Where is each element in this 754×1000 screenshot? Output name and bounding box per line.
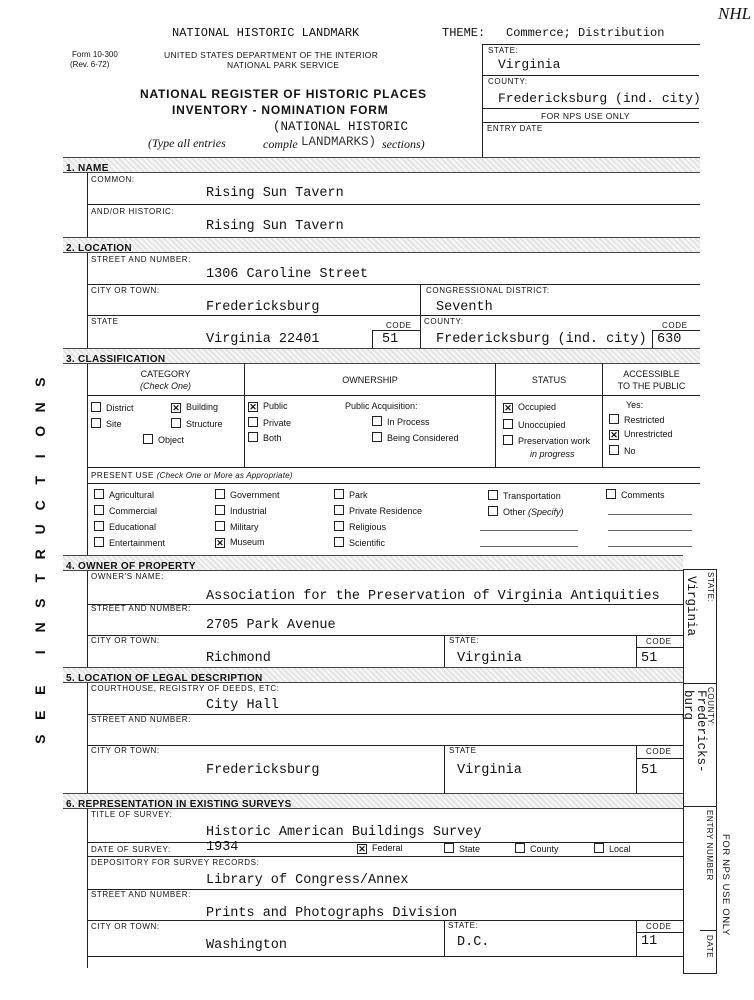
box-entry-date-label: ENTRY DATE — [487, 124, 543, 133]
county-code-label: CODE — [662, 321, 688, 330]
county-label: COUNTY: — [424, 317, 464, 326]
section-2-header: 2. LOCATION — [63, 237, 700, 253]
owner-city-label: CITY OR TOWN: — [91, 636, 160, 645]
congressional-district-label: CONGRESSIONAL DISTRICT: — [426, 286, 550, 295]
status-occupied-option[interactable]: ✕ Occupied — [504, 402, 557, 413]
checkbox[interactable] — [143, 434, 153, 444]
checkbox[interactable] — [248, 417, 258, 427]
see-instructions-letter: U — [31, 524, 48, 535]
status-preservation-option[interactable]: Preservation work — [503, 435, 590, 446]
instruction-right: sections) — [382, 137, 425, 151]
section-4-header: 4. OWNER OF PROPERTY — [63, 555, 683, 571]
street-label: STREET AND NUMBER: — [91, 255, 191, 264]
acquisition-in-process-option[interactable]: In Process — [372, 416, 430, 427]
see-instructions-letter: S — [31, 734, 48, 744]
ownership-private-option[interactable]: Private — [248, 417, 291, 428]
category-building-option[interactable]: ✕ Building — [172, 402, 219, 413]
section-5-header: 5. LOCATION OF LEGAL DESCRIPTION — [63, 667, 683, 683]
checkbox[interactable] — [488, 506, 498, 516]
checkbox[interactable] — [334, 505, 344, 515]
checkbox[interactable] — [215, 521, 225, 531]
use-museum-option[interactable]: ✕ Museum — [216, 537, 265, 548]
see-instructions-letter: E — [31, 685, 48, 695]
owner-street-label: STREET AND NUMBER: — [91, 604, 191, 613]
section-1-header: 1. NAME — [63, 157, 700, 173]
see-instructions-letter: S — [31, 598, 48, 608]
status-in-progress-label: in progress — [530, 449, 575, 459]
checkbox[interactable] — [503, 435, 513, 445]
accessible-yes-label: Yes: — [626, 400, 644, 410]
depository-value: Library of Congress/Annex — [206, 873, 409, 888]
owner-code-value: 51 — [641, 651, 658, 666]
survey-code-value: 11 — [641, 934, 658, 949]
courthouse-value: City Hall — [206, 698, 279, 713]
checkbox-checked[interactable]: ✕ — [504, 403, 512, 413]
see-instructions-letter: I — [31, 649, 48, 654]
category-district-option[interactable]: District — [91, 402, 134, 413]
category-header: CATEGORY (Check One) — [139, 369, 192, 391]
margin-nps-use: FOR NPS USE ONLY — [720, 834, 731, 936]
accessible-no-option[interactable]: No — [609, 445, 636, 456]
instruction-mid: comple — [263, 137, 298, 151]
checkbox[interactable] — [444, 843, 454, 853]
county-code-value: 630 — [657, 332, 682, 347]
survey-state-label: STATE: — [448, 921, 479, 930]
see-instructions-letter: T — [31, 475, 48, 485]
common-name-value: Rising Sun Tavern — [206, 186, 344, 201]
state-value: Virginia 22401 — [206, 332, 320, 347]
margin-county-value: Fredericks- — [694, 690, 708, 773]
box-nps-use: FOR NPS USE ONLY — [541, 111, 630, 121]
ownership-header: OWNERSHIP — [342, 375, 398, 385]
present-use-label: PRESENT USE (Check One or More as Appropriate) — [91, 471, 293, 480]
city-label: CITY OR TOWN: — [91, 286, 160, 295]
box-county-value: Fredericksburg (ind. city) — [498, 91, 701, 106]
use-park-option[interactable]: Park — [334, 489, 368, 500]
box-state-value: Virginia — [498, 57, 561, 72]
use-transportation-option[interactable]: Transportation — [488, 490, 561, 501]
courthouse-label: COURTHOUSE, REGISTRY OF DEEDS, ETC: — [91, 684, 280, 693]
form-subtitle: INVENTORY - NOMINATION FORM — [172, 103, 389, 117]
survey-street-label: STREET AND NUMBER: — [91, 890, 191, 899]
checkbox[interactable] — [372, 432, 382, 442]
legal-city-value: Fredericksburg — [206, 763, 320, 778]
landmark-title: NATIONAL HISTORIC LANDMARK — [172, 26, 360, 40]
use-comments-option[interactable]: Comments — [606, 489, 665, 500]
category-object-option[interactable]: Object — [143, 434, 184, 445]
see-instructions-letter: C — [31, 499, 48, 510]
category-site-option[interactable]: Site — [91, 418, 122, 429]
survey-county-option[interactable]: County — [515, 843, 559, 854]
state-code-label: CODE — [386, 321, 412, 330]
accessible-restricted-option[interactable]: Restricted — [609, 414, 665, 425]
checkbox-checked[interactable]: ✕ — [249, 402, 257, 412]
see-instructions-letter: N — [31, 401, 48, 412]
typed-insert-line2: LANDMARKS) — [301, 135, 377, 149]
common-name-label: COMMON: — [91, 175, 135, 184]
margin-entry-number-label: ENTRY NUMBER — [705, 810, 714, 881]
survey-state-option[interactable]: State — [444, 843, 480, 854]
use-entertainment-option[interactable]: Entertainment — [94, 537, 165, 548]
depository-label: DEPOSITORY FOR SURVEY RECORDS: — [91, 858, 260, 867]
see-instructions-letter: S — [31, 377, 48, 387]
checkbox[interactable] — [594, 843, 604, 853]
public-acquisition-label: Public Acquisition: — [345, 401, 418, 411]
survey-code-label: CODE — [646, 922, 672, 931]
checkbox[interactable] — [488, 490, 498, 500]
historic-name-label: AND/OR HISTORIC: — [91, 207, 175, 216]
use-industrial-option[interactable]: Industrial — [215, 505, 267, 516]
checkbox[interactable] — [94, 521, 104, 531]
theme-label: THEME: — [442, 26, 486, 40]
checkbox[interactable] — [171, 418, 181, 428]
see-instructions-letter: T — [31, 573, 48, 583]
margin-county-value-cont: burg — [681, 690, 695, 721]
checkbox-checked[interactable]: ✕ — [358, 844, 366, 854]
checkbox[interactable] — [94, 489, 104, 499]
checkbox[interactable] — [91, 418, 101, 428]
margin-state-label: STATE: — [706, 572, 715, 603]
historic-name-value: Rising Sun Tavern — [206, 219, 344, 234]
department-line: UNITED STATES DEPARTMENT OF THE INTERIOR — [164, 50, 379, 60]
checkbox[interactable] — [372, 416, 382, 426]
see-instructions-margin — [30, 370, 50, 752]
survey-city-label: CITY OR TOWN: — [91, 922, 160, 931]
see-instructions-letter: N — [31, 622, 48, 633]
survey-street-value: Prints and Photographs Division — [206, 906, 458, 921]
see-instructions-letter: R — [31, 548, 48, 559]
instruction-left: (Type all entries — [148, 136, 226, 150]
state-label: STATE — [91, 317, 119, 326]
checkbox[interactable] — [609, 414, 619, 424]
agency-line: NATIONAL PARK SERVICE — [227, 60, 340, 70]
owner-name-value: Association for the Preservation of Virginia Antiquities — [206, 589, 660, 604]
checkbox[interactable] — [515, 843, 525, 853]
see-instructions-letter — [33, 661, 47, 681]
state-code-value: 51 — [382, 332, 399, 347]
ownership-public-option[interactable]: ✕ Public — [249, 401, 288, 412]
margin-date-label: DATE — [705, 935, 714, 959]
accessible-unrestricted-option[interactable]: ✕ Unrestricted — [610, 429, 673, 440]
form-revision: (Rev. 6-72) — [70, 60, 110, 69]
legal-code-value: 51 — [641, 763, 658, 778]
nhl-handwritten-mark: NHL — [718, 4, 752, 23]
use-military-option[interactable]: Military — [215, 521, 259, 532]
acquisition-being-considered-option[interactable]: Being Considered — [372, 432, 459, 443]
status-unoccupied-option[interactable]: Unoccupied — [503, 419, 566, 430]
owner-code-label: CODE — [646, 637, 672, 646]
checkbox[interactable] — [248, 432, 258, 442]
legal-state-label: STATE — [449, 746, 477, 755]
box-state-label: STATE: — [488, 46, 519, 55]
survey-title-label: TITLE OF SURVEY: — [91, 810, 173, 819]
margin-state-value: Virginia — [684, 576, 698, 637]
checkbox[interactable] — [215, 489, 225, 499]
street-value: 1306 Caroline Street — [206, 267, 369, 282]
congressional-district-value: Seventh — [436, 300, 493, 315]
legal-code-label: CODE — [646, 747, 672, 756]
legal-state-value: Virginia — [457, 763, 522, 778]
survey-title-value: Historic American Buildings Survey — [206, 825, 482, 840]
theme-value: Commerce; Distribution — [506, 26, 665, 40]
checkbox-checked[interactable]: ✕ — [216, 538, 224, 548]
checkbox[interactable] — [94, 505, 104, 515]
survey-federal-option[interactable]: ✕ Federal — [358, 843, 403, 854]
category-structure-option[interactable]: Structure — [171, 418, 223, 429]
checkbox[interactable] — [91, 402, 101, 412]
survey-city-value: Washington — [206, 938, 288, 953]
form-number: Form 10-300 — [72, 50, 118, 59]
section-3-header: 3. CLASSIFICATION — [63, 348, 700, 364]
see-instructions-letter: O — [31, 425, 48, 437]
use-scientific-option[interactable]: Scientific — [334, 537, 385, 548]
checkbox[interactable] — [334, 537, 344, 547]
use-educational-option[interactable]: Educational — [94, 521, 156, 532]
accessible-header: ACCESSIBLE TO THE PUBLIC — [617, 369, 686, 391]
owner-city-value: Richmond — [206, 651, 271, 666]
use-religious-option[interactable]: Religious — [334, 521, 386, 532]
use-private-residence-option[interactable]: Private Residence — [334, 505, 422, 516]
checkbox[interactable] — [609, 445, 619, 455]
typed-insert: (NATIONAL HISTORIC — [273, 120, 409, 134]
checkbox[interactable] — [503, 419, 513, 429]
checkbox-checked[interactable]: ✕ — [172, 403, 180, 413]
owner-state-label: STATE: — [449, 636, 480, 645]
legal-street-label: STREET AND NUMBER: — [91, 715, 191, 724]
status-header: STATUS — [531, 375, 567, 385]
survey-date-value: 1934 — [206, 840, 239, 855]
box-county-label: COUNTY: — [488, 77, 528, 86]
owner-state-value: Virginia — [457, 651, 522, 666]
checkbox[interactable] — [606, 489, 616, 499]
survey-date-label: DATE OF SURVEY: — [91, 845, 171, 854]
margin-county-label: COUNTY: — [706, 687, 715, 727]
checkbox[interactable] — [334, 489, 344, 499]
ownership-both-option[interactable]: Both — [248, 432, 282, 443]
owner-street-value: 2705 Park Avenue — [206, 618, 336, 633]
checkbox-checked[interactable]: ✕ — [610, 430, 618, 440]
see-instructions-letter: I — [31, 453, 48, 458]
county-value: Fredericksburg (ind. city) — [436, 332, 647, 347]
form-title: NATIONAL REGISTER OF HISTORIC PLACES — [140, 87, 427, 101]
survey-local-option[interactable]: Local — [594, 843, 631, 854]
checkbox[interactable] — [334, 521, 344, 531]
use-commercial-option[interactable]: Commercial — [94, 505, 157, 516]
legal-city-label: CITY OR TOWN: — [91, 746, 160, 755]
city-value: Fredericksburg — [206, 300, 320, 315]
owner-name-label: OWNER'S NAME: — [91, 572, 164, 581]
section-6-header: 6. REPRESENTATION IN EXISTING SURVEYS — [63, 793, 683, 809]
checkbox[interactable] — [215, 505, 225, 515]
see-instructions-letter: E — [31, 710, 48, 720]
use-other-option[interactable]: Other (Specify) — [488, 506, 564, 517]
use-government-option[interactable]: Government — [215, 489, 280, 500]
checkbox[interactable] — [94, 537, 104, 547]
survey-state-value: D.C. — [457, 935, 490, 950]
use-agricultural-option[interactable]: Agricultural — [94, 489, 154, 500]
